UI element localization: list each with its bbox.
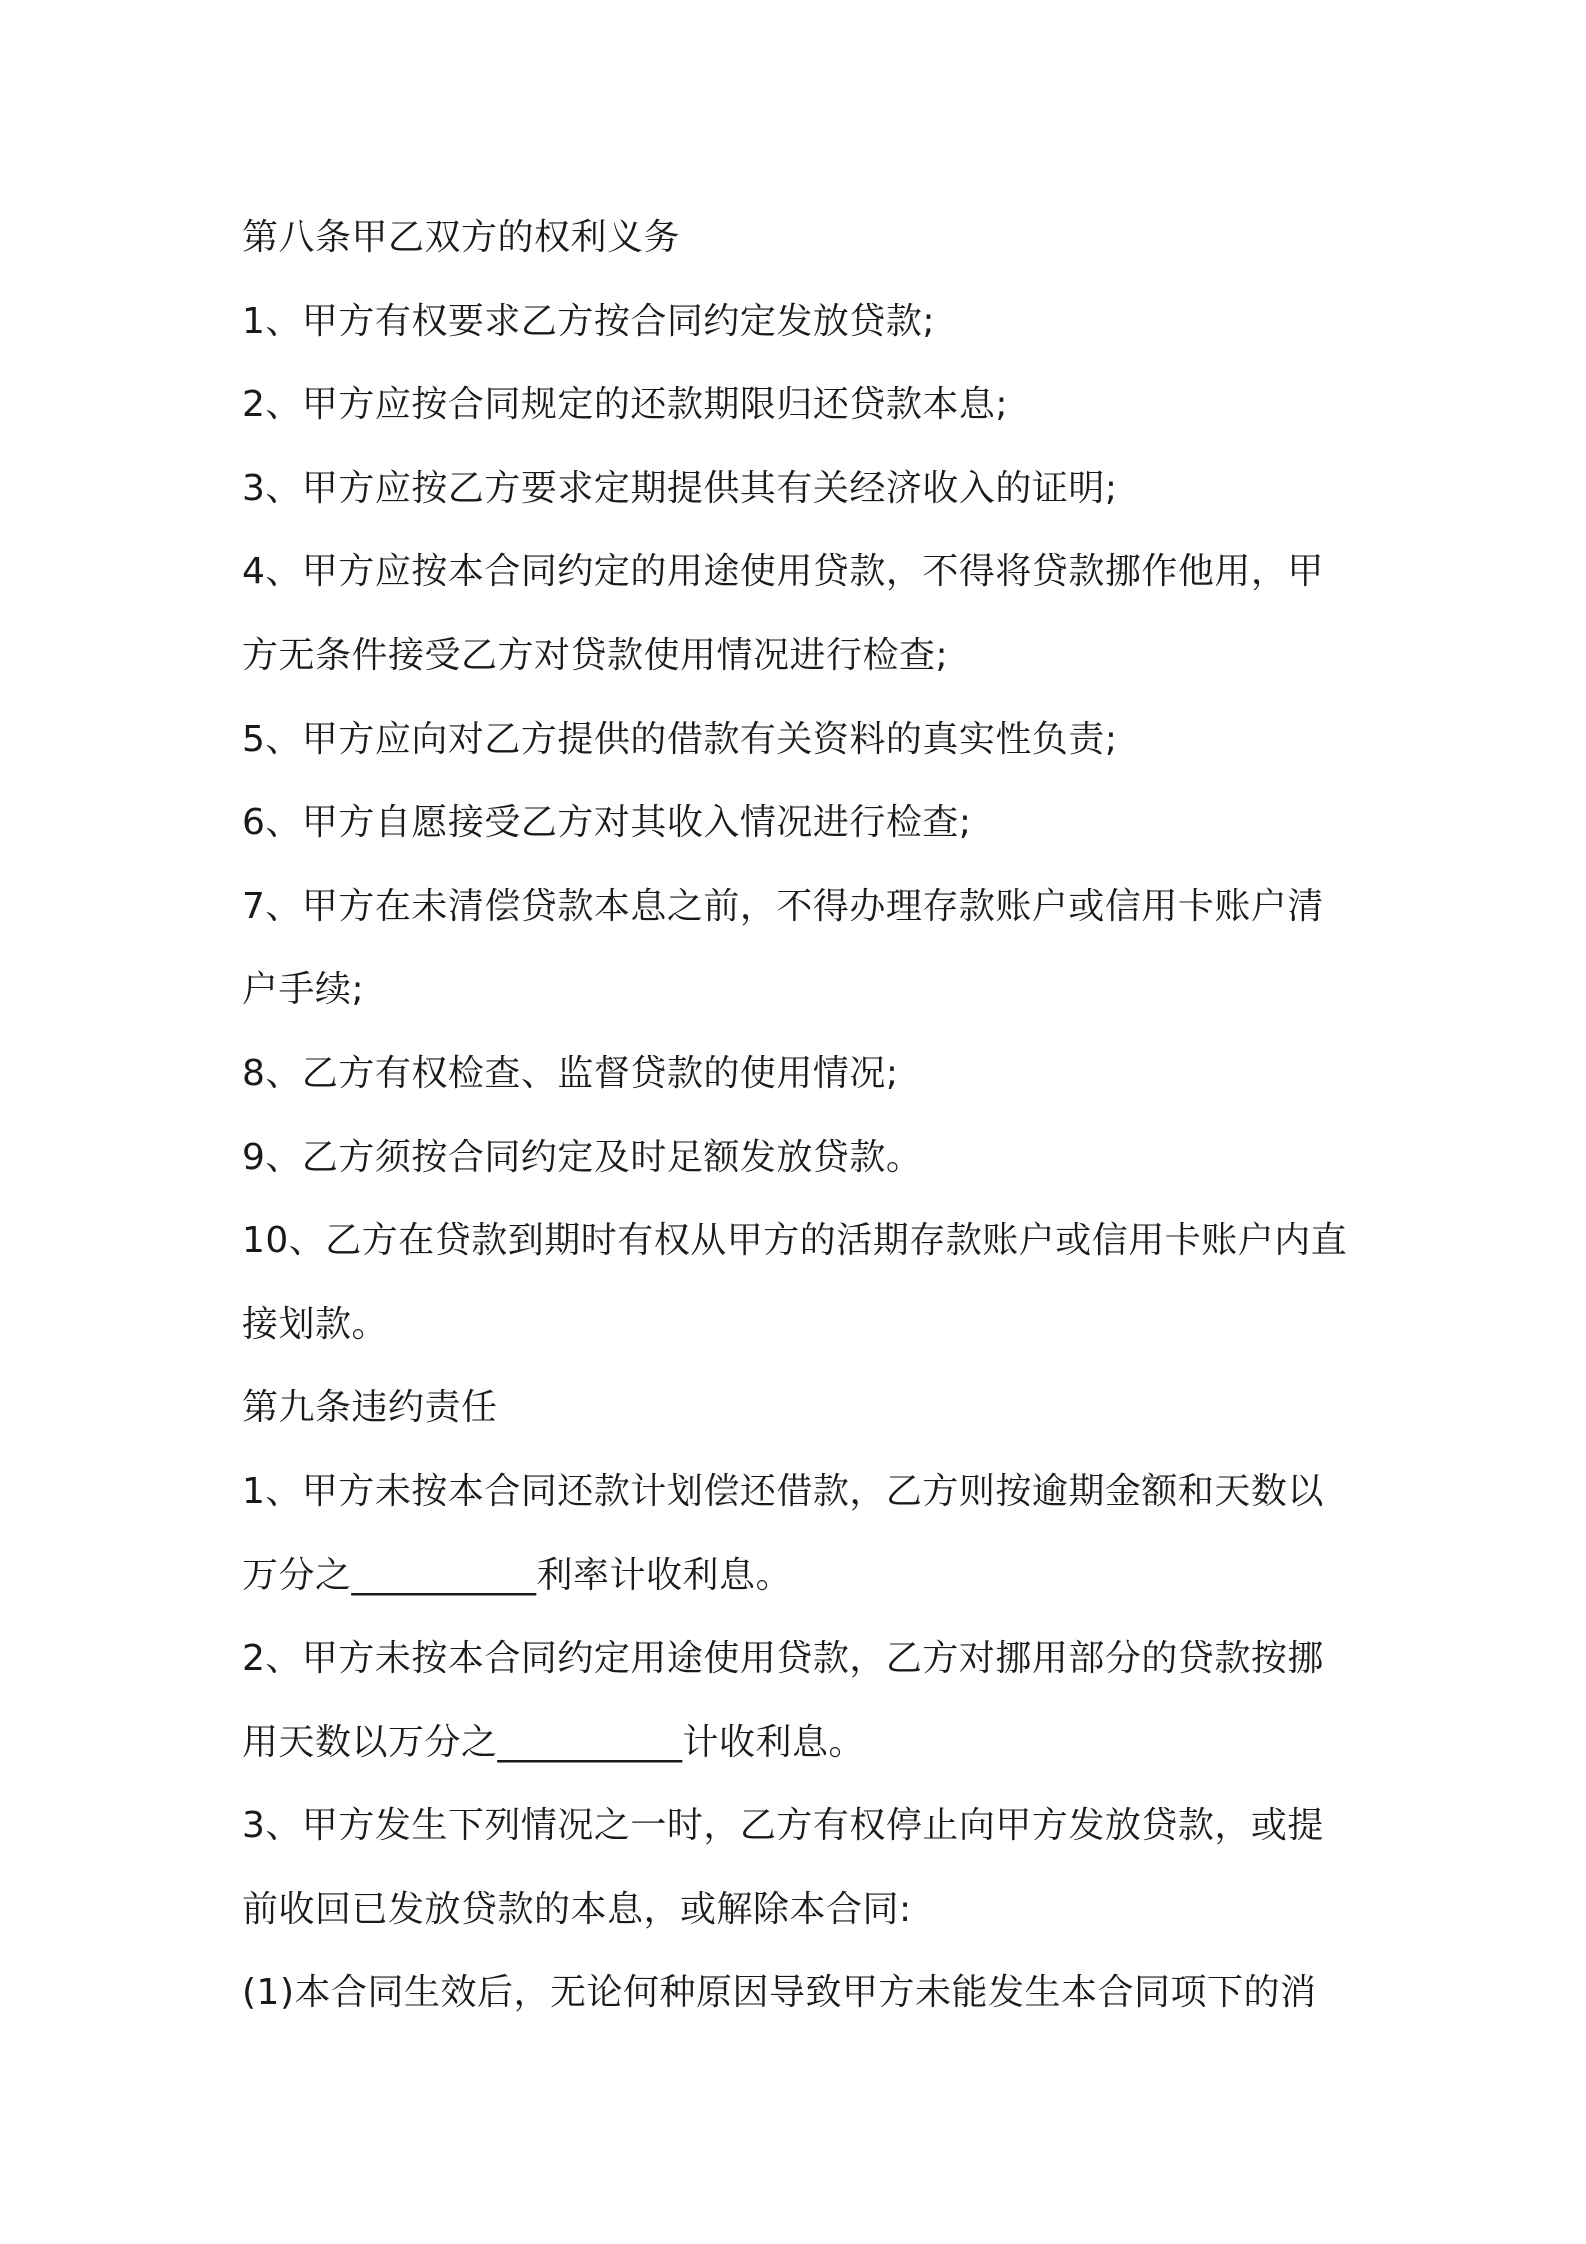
paragraph-line: 接划款。	[242, 1303, 389, 1345]
paragraph-line: 7、甲方在未清偿贷款本息之前，不得办理存款账户或信用卡账户清	[242, 885, 1324, 927]
paragraph-line: 1、甲方有权要求乙方按合同约定发放贷款;	[242, 300, 936, 342]
paragraph-line: 9、乙方须按合同约定及时足额发放贷款。	[242, 1136, 923, 1178]
paragraph-line: 8、乙方有权检查、监督贷款的使用情况;	[242, 1052, 899, 1094]
paragraph-line: 6、甲方自愿接受乙方对其收入情况进行检查;	[242, 802, 972, 844]
paragraph-line: 2、甲方应按合同规定的还款期限归还贷款本息;	[242, 384, 1009, 426]
paragraph-line: 3、甲方发生下列情况之一时，乙方有权停止向甲方发放贷款，或提	[242, 1805, 1324, 1847]
document-body	[242, 196, 1366, 2035]
paragraph-line: 3、甲方应按乙方要求定期提供其有关经济收入的证明;	[242, 467, 1118, 509]
paragraph-line: 5、甲方应向对乙方提供的借款有关资料的真实性负责;	[242, 718, 1118, 760]
paragraph-line: 户手续;	[242, 969, 365, 1011]
paragraph-line: 1、甲方未按本合同还款计划偿还借款，乙方则按逾期金额和天数以	[242, 1470, 1324, 1512]
article-9-heading: 第九条违约责任	[242, 1387, 498, 1429]
paragraph-line: 方无条件接受乙方对贷款使用情况进行检查;	[242, 634, 949, 676]
paragraph-line: 4、甲方应按本合同约定的用途使用贷款，不得将贷款挪作他用，甲	[242, 551, 1324, 593]
paragraph-line: (1)本合同生效后，无论何种原因导致甲方未能发生本合同项下的消	[242, 1972, 1317, 2014]
paragraph-line: 前收回已发放贷款的本息，或解除本合同:	[242, 1888, 912, 1930]
paragraph-line: 万分之__________利率计收利息。	[242, 1554, 793, 1596]
paragraph-line: 10、乙方在贷款到期时有权从甲方的活期存款账户或信用卡账户内直	[242, 1220, 1348, 1262]
paragraph-line: 2、甲方未按本合同约定用途使用贷款，乙方对挪用部分的贷款按挪	[242, 1638, 1324, 1680]
article-8-heading: 第八条甲乙双方的权利义务	[242, 217, 681, 258]
paragraph-line: 用天数以万分之__________计收利息。	[242, 1721, 866, 1763]
